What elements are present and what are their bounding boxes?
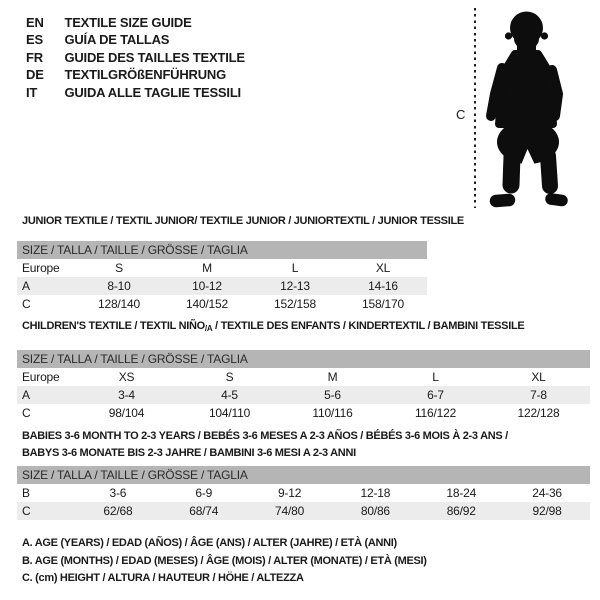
- size-cell: 86/92: [446, 504, 476, 518]
- size-cell: 104/110: [208, 406, 251, 420]
- size-header-label: SIZE / TALLA / TAILLE / GRÖSSE / TAGLIA: [22, 243, 248, 257]
- height-measure-label: C: [456, 107, 466, 122]
- table-row: [17, 277, 427, 295]
- lang-code: DE: [26, 67, 44, 83]
- row-label: B: [22, 486, 30, 500]
- table-row: [17, 259, 427, 277]
- table-row: [17, 386, 590, 404]
- lang-code: IT: [26, 84, 38, 100]
- size-cell: M: [202, 261, 212, 275]
- row-label: C: [22, 406, 31, 420]
- lang-row-en: [26, 14, 245, 31]
- size-cell: 7-8: [530, 388, 547, 402]
- lang-title: TEXTILGRÖßENFÜHRUNG: [64, 67, 227, 83]
- babies-textile-section: [17, 428, 590, 520]
- size-cell: 8-10: [107, 279, 131, 293]
- size-cell: 3-6: [109, 486, 127, 500]
- size-cell: 110/116: [312, 406, 353, 420]
- size-header-bar: [17, 350, 590, 368]
- size-cell: 9-12: [277, 486, 302, 500]
- footnote-c: C. (cm) HEIGHT / ALTURA / HAUTEUR / HÖHE / ALTEZZA: [22, 572, 304, 584]
- row-label: C: [22, 297, 31, 311]
- size-cell: 24-36: [532, 486, 562, 500]
- junior-textile-section: [17, 215, 464, 313]
- size-cell: 140/152: [186, 297, 228, 311]
- size-cell: 122/128: [517, 406, 560, 420]
- title-subscript: /A: [204, 324, 213, 333]
- size-cell: 18-24: [446, 486, 477, 500]
- lang-row-de: [26, 66, 245, 83]
- height-measure-dashed-line: [474, 8, 476, 208]
- size-cell: XL: [531, 370, 546, 384]
- lang-code: EN: [26, 15, 44, 30]
- children-textile-section: [17, 320, 590, 422]
- children-size-table: [17, 368, 590, 422]
- size-cell: XL: [375, 261, 391, 275]
- lang-row-fr: [26, 49, 245, 66]
- size-cell: L: [291, 261, 299, 275]
- babies-table-title: [22, 428, 590, 461]
- size-cell: 152/158: [274, 297, 316, 311]
- lang-code: ES: [26, 32, 43, 48]
- lang-title: GUIDA ALLE TAGLIE TESSILI: [64, 84, 241, 100]
- lang-row-es: [26, 31, 245, 48]
- size-cell: 12-18: [360, 486, 391, 500]
- table-row: [17, 484, 590, 502]
- table-row: [17, 502, 590, 520]
- size-cell: 6-7: [427, 388, 444, 402]
- size-cell: 12-13: [280, 279, 310, 293]
- size-cell: 128/140: [98, 297, 140, 311]
- lang-row-it: [26, 84, 245, 101]
- lang-title: GUÍA DE TALLAS: [64, 32, 170, 48]
- table-row: [17, 404, 590, 422]
- size-cell: 74/80: [275, 504, 305, 518]
- footnote-a: A. AGE (YEARS) / EDAD (AÑOS) / ÂGE (ANS) / ALTER (JAHRE) / ETÀ (ANNI): [22, 537, 397, 549]
- table-row: [17, 295, 427, 313]
- size-cell: 98/104: [108, 406, 145, 420]
- lang-title: TEXTILE SIZE GUIDE: [64, 15, 192, 30]
- size-cell: 158/170: [362, 297, 404, 311]
- junior-table-title: JUNIOR TEXTILE / TEXTIL JUNIOR/ TEXTILE JUNIOR / JUNIORTEXTIL / JUNIOR TESSILE: [22, 215, 464, 227]
- size-cell: 3-4: [118, 388, 135, 402]
- language-title-list: [26, 14, 245, 101]
- size-cell: XS: [118, 370, 135, 384]
- size-cell: S: [225, 370, 234, 384]
- size-cell: 10-12: [192, 279, 222, 293]
- size-cell: 80/86: [360, 504, 390, 518]
- footnote-list: [22, 535, 427, 588]
- size-cell: 62/68: [103, 504, 133, 518]
- size-cell: 6-9: [195, 486, 213, 500]
- row-label: A: [22, 279, 30, 293]
- toddler-silhouette-icon: [483, 6, 571, 208]
- size-cell: 14-16: [368, 279, 398, 293]
- row-label: Europe: [22, 261, 60, 275]
- size-header-label: SIZE / TALLA / TAILLE / GRÖSSE / TAGLIA: [22, 352, 248, 366]
- size-cell: L: [432, 370, 439, 384]
- children-table-title: CHILDREN'S TEXTILE / TEXTIL $NIÑO_{/A}$ / TEXTILE DES ENFANTS / KINDERTEXTIL / BAMBINI TESSILE: [22, 320, 525, 333]
- row-label: Europe: [22, 370, 60, 384]
- size-header-bar: [17, 466, 590, 484]
- babies-title-line1: BABIES 3-6 MONTH TO 2-3 YEARS / BEBÉS 3-6 MESES A 2-3 AÑOS / BÉBÉS 3-6 MOIS À 2-3 ANS /: [22, 430, 508, 442]
- row-label: C: [22, 504, 31, 518]
- size-cell: 116/122: [414, 406, 457, 420]
- lang-title: GUIDE DES TAILLES TEXTILE: [64, 49, 245, 65]
- size-cell: 5-6: [324, 388, 341, 402]
- lang-code: FR: [26, 49, 43, 65]
- size-cell: 68/74: [189, 504, 219, 518]
- size-cell: 4-5: [221, 388, 238, 402]
- size-header-bar: [17, 241, 427, 259]
- size-header-label: SIZE / TALLA / TAILLE / GRÖSSE / TAGLIA: [22, 468, 248, 482]
- size-cell: M: [327, 370, 338, 384]
- junior-size-table: [17, 259, 427, 313]
- footnote-b: B. AGE (MONTHS) / EDAD (MESES) / ÂGE (MOIS) / ALTER (MONATE) / ETÀ (MESI): [22, 554, 427, 567]
- babies-size-table: [17, 484, 590, 520]
- row-label: A: [22, 388, 30, 402]
- size-cell: S: [115, 261, 123, 275]
- table-row: [17, 368, 590, 386]
- size-cell: 92/98: [532, 504, 562, 518]
- babies-title-line2: BABYS 3-6 MONATE BIS 2-3 JAHRE / BAMBINI 3-6 MESI A 2-3 ANNI: [22, 446, 356, 459]
